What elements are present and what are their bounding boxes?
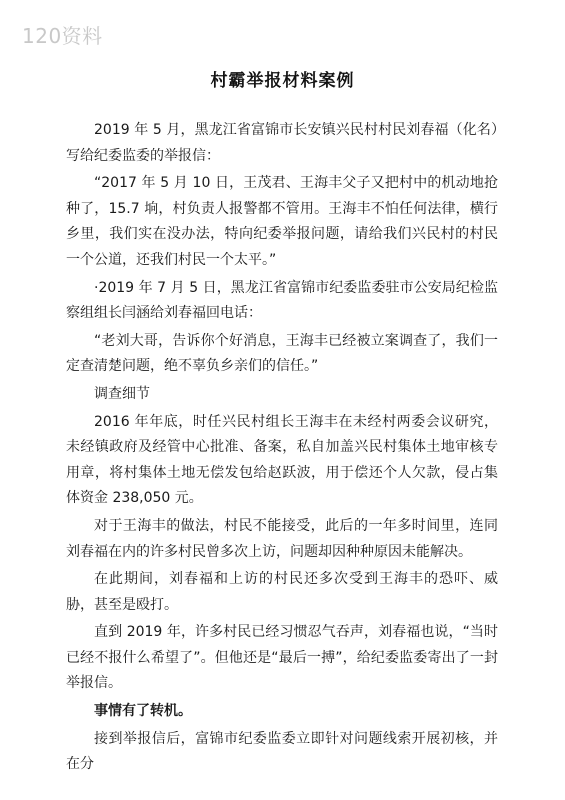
paragraph-10: 事情有了转机。 bbox=[94, 703, 192, 720]
paragraph-11: 接到举报信后，富锦市纪委监委立即针对问题线索开展初核，并在分 bbox=[66, 730, 498, 773]
paragraph-2: “2017 年 5 月 10 日，王茂君、王海丰父子又把村中的机动地抢种了，15.7 垧，村负责人报警都不管用。王海丰不怕任何法律，横行乡里，我们实在没办法，特向纪委举报问题，请给我们兴民村的村民一个公道，还我们村民一个太平。” bbox=[66, 175, 498, 268]
paragraph-1: 2019 年 5 月，黑龙江省富锦市长安镇兴民村村民刘春福（化名）写给纪委监委的举报信： bbox=[66, 122, 498, 164]
watermark-logo: 120资料 bbox=[22, 24, 103, 48]
document-body bbox=[66, 118, 498, 780]
paragraph-9: 直到 2019 年，许多村民已经习惯忍气吞声，刘春福也说，“当时已经不报什么希望了”。但他还是“最后一搏”，给纪委监委寄出了一封举报信。 bbox=[66, 624, 498, 692]
paragraph-3: ·2019 年 7 月 5 日，黑龙江省富锦市纪委监委驻市公安局纪检监察组组长闫涵给刘春福回电话： bbox=[66, 279, 498, 322]
paragraph-8: 在此期间，刘春福和上访的村民还多次受到王海丰的恐吓、威胁，甚至是殴打。 bbox=[66, 571, 498, 613]
paragraph-7: 对于王海丰的做法，村民不能接受，此后的一年多时间里，连同刘春福在内的许多村民曾多次上访，问题却因种种原因未能解决。 bbox=[66, 517, 498, 560]
paragraph-6: 2016 年年底，时任兴民村组长王海丰在未经村两委会议研究，未经镇政府及经管中心批准、备案，私自加盖兴民村集体土地审核专用章，将村集体土地无偿发包给赵跃波，用于偿还个人欠款，侵占集体资金 238,050 元。 bbox=[66, 413, 498, 507]
section-heading: 调查细节 bbox=[94, 385, 150, 402]
paragraph-4: “老刘大哥，告诉你个好消息，王海丰已经被立案调查了，我们一定查清楚问题，绝不辜负乡亲们的信任。” bbox=[66, 332, 498, 375]
document-title: 村霸举报材料案例 bbox=[210, 71, 355, 91]
